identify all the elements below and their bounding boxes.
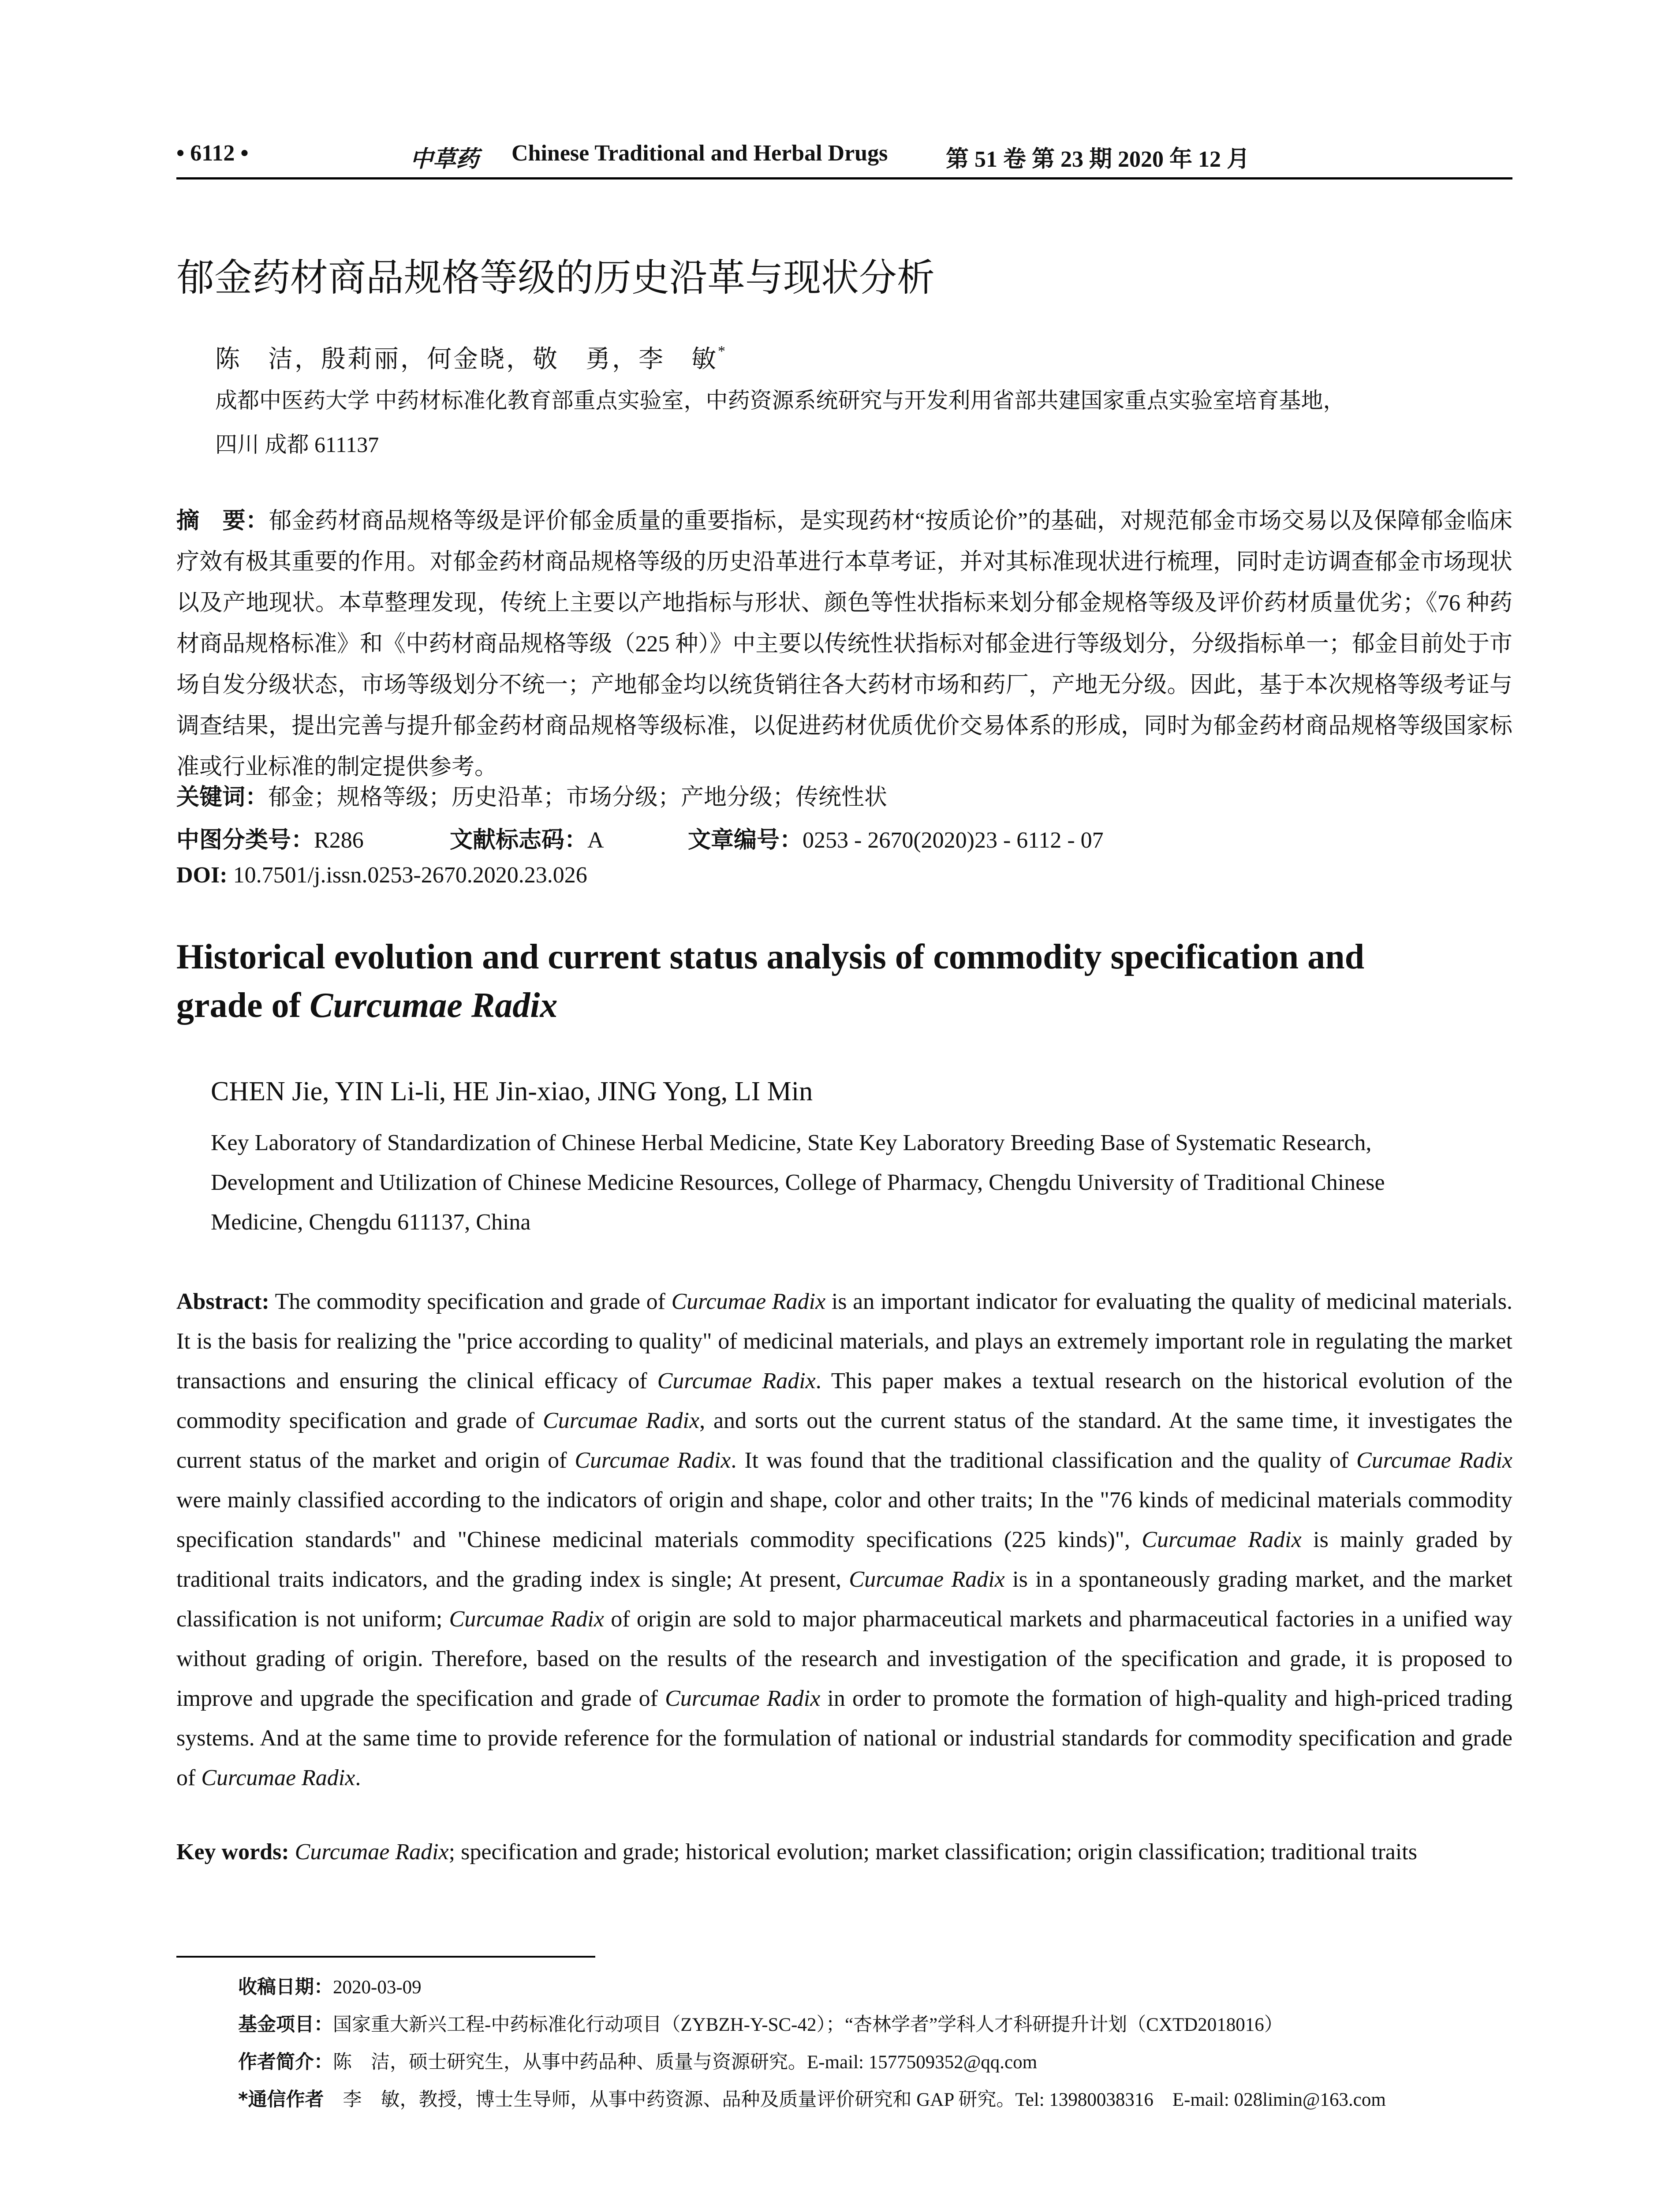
header-rule — [176, 177, 1512, 179]
en-abstract-text: of origin are sold to major pharmaceutical markets and pharmaceutical factories in a unified way without grading of origin. Therefore, based on the results of the research and investigation of the specification and grade, it is proposed to improve and upgrade the specification and grade of — [176, 1607, 1513, 1711]
en-abstract-text: . It was found that the traditional classification and the quality of — [731, 1448, 1357, 1473]
cn-abstract-text: 郁金药材商品规格等级是评价郁金质量的重要指标，是实现药材“按质论价”的基础，对规范郁金市场交易以及保障郁金临床疗效有极其重要的作用。对郁金药材商品规格等级的历史沿革进行本草考证，并对其标准现状进行梳理，同时走访调查郁金市场现状以及产地现状。本草整理发现，传统上主要以产地指标与形状、颜色等性状指标来划分郁金规格等级及评价药材质量优劣；《76 种药材商品规格标准》和《中药材商品规格等级（225 种）》中主要以传统性状指标对郁金进行等级划分，分级指标单一；郁金目前处于市场自发分级状态，市场等级划分不统一；产地郁金均以统货销往各大药材市场和药厂，产地无分级。因此，基于本次规格等级考证与调查结果，提出完善与提升郁金药材商品规格等级标准，以促进药材优质优价交易体系的形成，同时为郁金药材商品规格等级国家标准或行业标准的制定提供参考。 — [176, 508, 1512, 780]
species-name: Curcumae Radix — [295, 1839, 449, 1865]
page-number: • 6112 • — [176, 141, 249, 166]
footnote-text: 李 敏，教授，博士生导师，从事中药资源、品种及质量评价研究和 GAP 研究。Tel: 13980038316 E-mail: 028limin@163.com — [324, 2089, 1386, 2110]
en-abstract-text: . — [355, 1765, 361, 1790]
article-no-value: 0253 - 2670(2020)23 - 6112 - 07 — [803, 828, 1104, 853]
cn-classification — [176, 821, 1104, 854]
doi-value: 10.7501/j.issn.0253-2670.2020.23.026 — [233, 863, 587, 888]
en-keywords — [176, 1832, 1512, 1872]
en-abstract-text: . This paper makes a textual research on the historical evolution of the commodity specification and grade of — [176, 1368, 1512, 1433]
en-abstract-text: The commodity specification and grade of — [269, 1289, 672, 1314]
journal-name-en: Chinese Traditional and Herbal Drugs — [511, 141, 888, 166]
en-abstract — [176, 1282, 1512, 1798]
species-name: Curcumae Radix — [201, 1765, 355, 1790]
footnote-corresponding-author — [238, 2085, 1386, 2112]
cn-title: 郁金药材商品规格等级的历史沿革与现状分析 — [176, 256, 935, 300]
doi — [176, 862, 587, 888]
doc-code-label: 文献标志码： — [450, 827, 588, 853]
footnote-label: 基金项目： — [238, 2014, 333, 2036]
clc-label: 中图分类号： — [176, 827, 314, 853]
cn-author-list: 陈 洁，殷莉丽，何金晓，敬 勇，李 敏 — [215, 346, 718, 373]
footnote-received — [238, 1972, 422, 1999]
species-name: Curcumae Radix — [657, 1368, 816, 1394]
en-title-line: Historical evolution and current status analysis of commodity specification and — [176, 938, 1365, 976]
cn-keywords-label: 关键词： — [176, 784, 269, 811]
footnote-label: 收稿日期： — [238, 1976, 333, 1998]
en-title — [176, 933, 1512, 1030]
footnote-label: 作者简介： — [238, 2051, 333, 2073]
species-name: Curcumae Radix — [449, 1607, 604, 1632]
en-abstract-label: Abstract: — [176, 1289, 269, 1314]
issue-info: 第 51 卷 第 23 期 2020 年 12 月 — [946, 147, 1250, 172]
en-affiliation-line: Development and Utilization of Chinese Medicine Resources, College of Pharmacy, Chengdu University of Traditional Chinese — [211, 1170, 1385, 1195]
en-affiliation-line: Medicine, Chengdu 611137, China — [211, 1210, 531, 1235]
footnote-text: 2020-03-09 — [333, 1977, 422, 1998]
species-name: Curcumae Radix — [1142, 1527, 1302, 1552]
en-title-line: grade of — [176, 986, 310, 1025]
en-abstract-text: is an important indicator for evaluating the quality of medicinal materials. It is the basis for realizing the "price according to quality" of medicinal materials, and plays an extremely important role in regulating the market transactions and ensuring the clinical efficacy of — [176, 1289, 1513, 1394]
species-name: Curcumae Radix — [671, 1289, 826, 1314]
footnote-text: 国家重大新兴工程-中药标准化行动项目（ZYBZH-Y-SC-42）；“杏林学者”学科人才科研提升计划（CXTD2018016） — [333, 2014, 1283, 2035]
clc-value: R286 — [314, 828, 364, 853]
en-abstract-text: is mainly graded by traditional traits indicators, and the grading index is single; At present, — [176, 1527, 1512, 1592]
species-name: Curcumae Radix — [1356, 1448, 1512, 1473]
article-no-label: 文章编号： — [688, 827, 803, 853]
cn-authors — [215, 340, 727, 375]
footnote-rule — [176, 1956, 595, 1958]
species-name: Curcumae Radix — [665, 1686, 821, 1711]
footnote-label: *通信作者 — [238, 2089, 324, 2111]
corresponding-author-mark: * — [718, 343, 727, 359]
en-authors: CHEN Jie, YIN Li-li, HE Jin-xiao, JING Yong, LI Min — [211, 1076, 813, 1106]
doc-code-value: A — [587, 828, 604, 853]
en-abstract-text: were mainly classified according to the indicators of origin and shape, color and other traits; In the "76 kinds of medicinal materials commodity specification standards" and "Chinese medicinal materials commodity specifications (225 kinds)", — [176, 1487, 1512, 1552]
cn-keywords — [176, 778, 887, 811]
cn-affiliation-line: 成都中医药大学 中药材标准化教育部重点实验室，中药资源系统研究与开发利用省部共建国家重点实验室培育基地， — [215, 388, 1345, 413]
footnote-text: 陈 洁，硕士研究生，从事中药品种、质量与资源研究。E-mail: 1577509352@qq.com — [333, 2052, 1038, 2073]
cn-affiliation-line: 四川 成都 611137 — [215, 432, 379, 457]
en-keywords-text: ; specification and grade; historical evolution; market classification; origin classification; traditional traits — [448, 1839, 1417, 1865]
journal-name-cn: 中草药 — [410, 146, 479, 172]
footnote-author-bio — [238, 2047, 1037, 2074]
footnote-funding — [238, 2010, 1283, 2037]
species-name: Curcumae Radix — [849, 1567, 1005, 1592]
cn-abstract — [176, 501, 1512, 788]
en-keywords-label: Key words: — [176, 1839, 289, 1865]
species-name: Curcumae Radix — [575, 1448, 731, 1473]
cn-keywords-text: 郁金；规格等级；历史沿革；市场分级；产地分级；传统性状 — [268, 785, 888, 810]
en-title-species: Curcumae Radix — [310, 986, 558, 1025]
en-abstract-text: in order to promote the formation of high-quality and high-priced trading systems. And at the same time to provide reference for the formulation of national or industrial standards for commodity specification and grade of — [176, 1686, 1512, 1790]
doi-label: DOI: — [176, 863, 228, 888]
species-name: Curcumae Radix — [543, 1408, 700, 1433]
en-abstract-text: is in a spontaneously grading market, and the market classification is not uniform; — [176, 1567, 1512, 1632]
en-affiliation-line: Key Laboratory of Standardization of Chinese Herbal Medicine, State Key Laboratory Breeding Base of Systematic Research, — [211, 1130, 1372, 1155]
en-abstract-text: , and sorts out the current status of the standard. At the same time, it investigates the current status of the market and origin of — [176, 1408, 1512, 1473]
cn-abstract-label: 摘 要： — [176, 508, 269, 534]
